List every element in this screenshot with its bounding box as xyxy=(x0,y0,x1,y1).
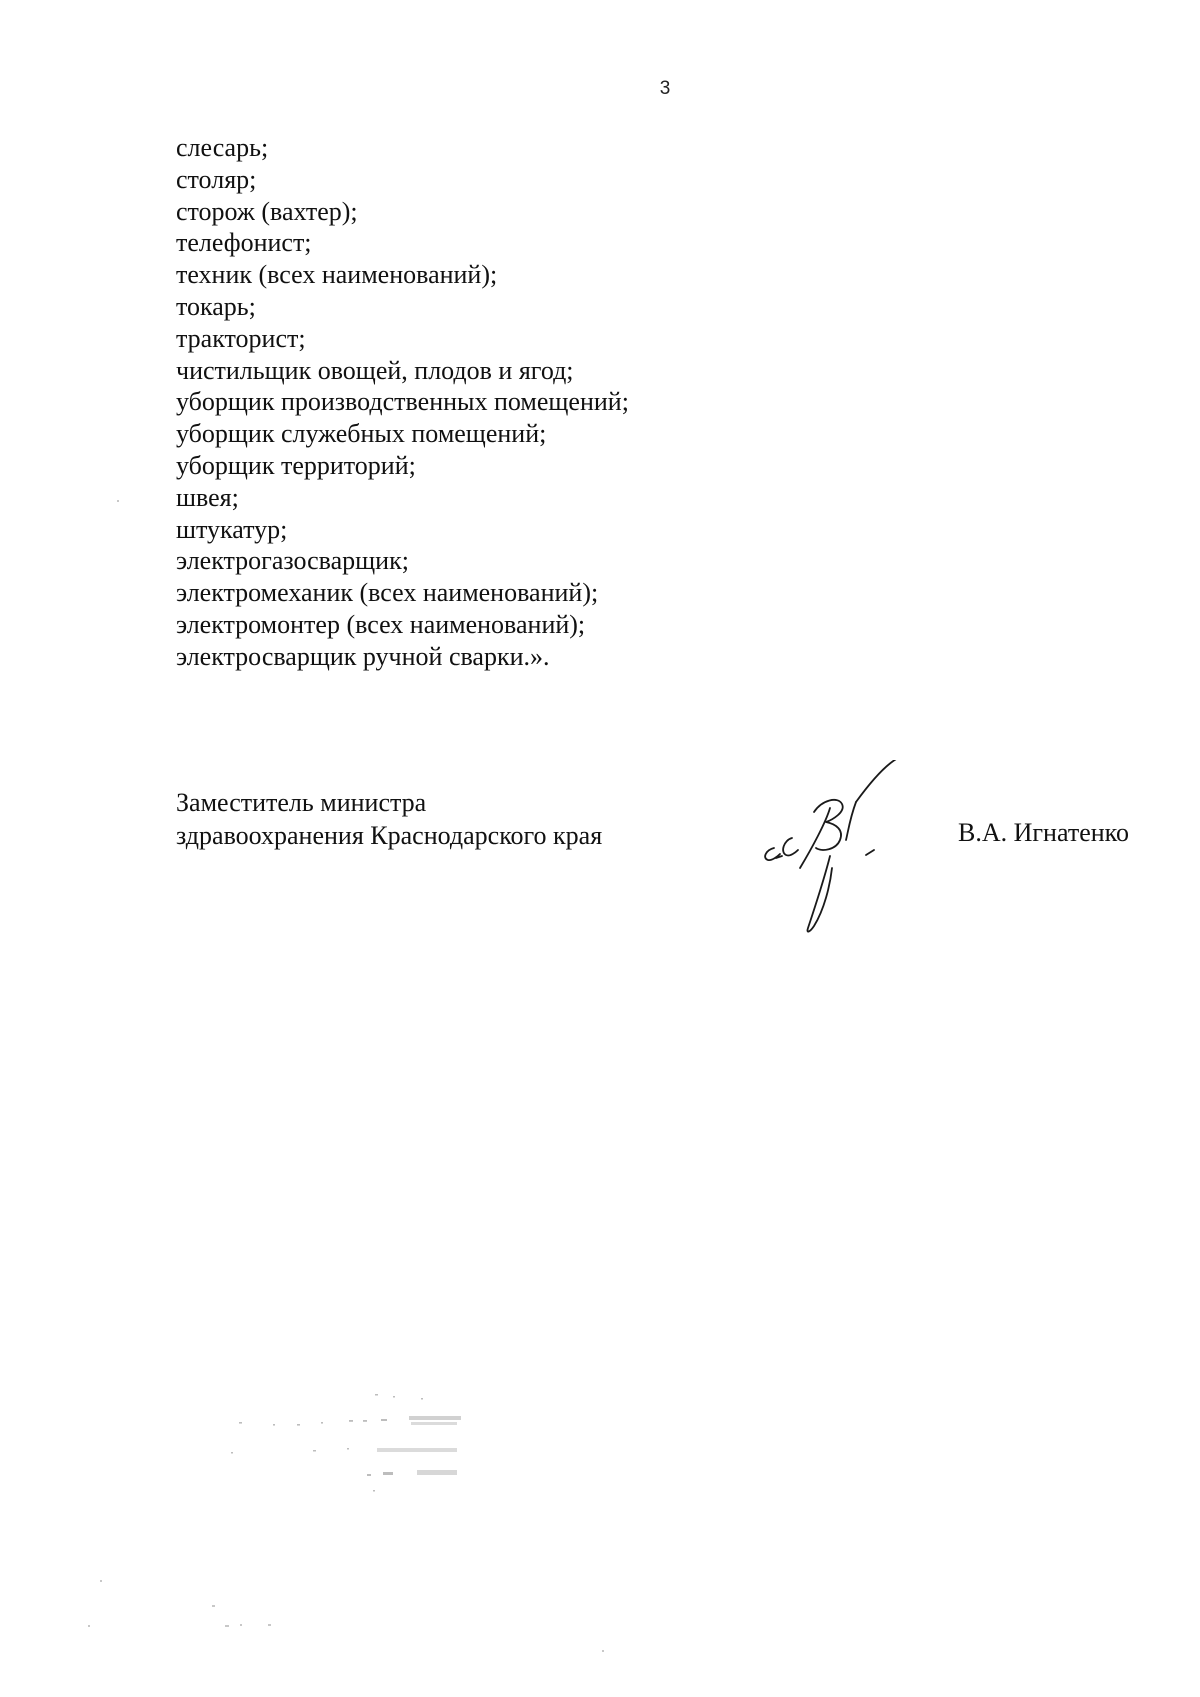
signer-name: В.А. Игнатенко xyxy=(958,818,1129,847)
page-number: 3 xyxy=(659,78,671,99)
list-item: электромеханик (всех наименований); xyxy=(176,578,599,608)
signer-position-line: Заместитель министра xyxy=(176,788,427,817)
list-item: слесарь; xyxy=(176,133,269,162)
list-item: электрогазосварщик; xyxy=(176,546,409,576)
handwritten-signature-icon xyxy=(752,760,932,940)
list-item: токарь; xyxy=(176,291,256,321)
list-item: техник (всех наименований); xyxy=(176,260,498,290)
list-item: телефонист; xyxy=(176,228,312,258)
list-item: швея; xyxy=(176,482,239,512)
list-item: уборщик служебных помещений; xyxy=(176,419,547,449)
signer-position xyxy=(176,786,602,852)
list-item: столяр; xyxy=(176,164,257,194)
list-item: уборщик производственных помещений; xyxy=(176,387,629,417)
list-item: штукатур; xyxy=(176,514,288,544)
list-item: сторож (вахтер); xyxy=(176,196,358,226)
list-item: электросварщик ручной сварки.». xyxy=(176,641,550,671)
list-item: электромонтер (всех наименований); xyxy=(176,609,586,639)
profession-list xyxy=(176,132,629,673)
signer-position-line: здравоохранения Краснодарского края xyxy=(176,821,603,850)
list-item: тракторист; xyxy=(176,323,306,353)
list-item: уборщик территорий; xyxy=(176,450,416,480)
faint-stamp-icon xyxy=(225,1390,545,1510)
list-item: чистильщик овощей, плодов и ягод; xyxy=(176,355,574,385)
